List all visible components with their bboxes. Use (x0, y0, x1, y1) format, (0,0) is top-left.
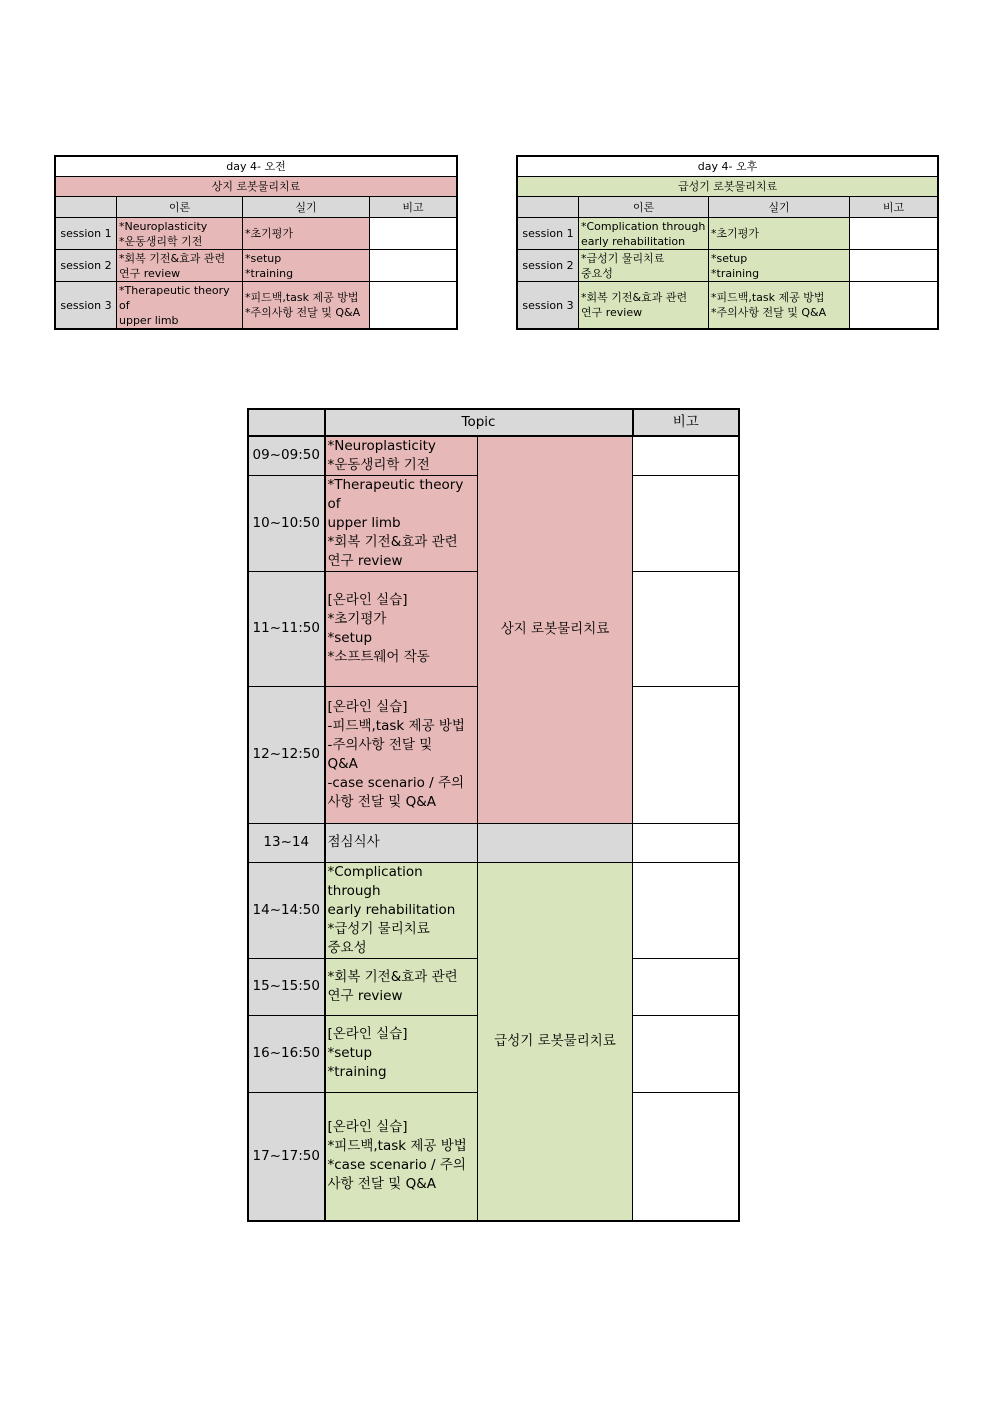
time-cell: 16~16:50 (249, 1015, 325, 1092)
note-cell (633, 436, 739, 476)
time-cell: 11~11:50 (249, 571, 325, 686)
session-label: session 1 (56, 218, 117, 250)
topic-cell: [온라인 실습] *초기평가 *setup *소프트웨어 작동 (325, 571, 478, 686)
session-label: session 2 (518, 250, 579, 282)
theory-cell: *Complication through early rehabilitation (579, 218, 709, 250)
header-theory: 이론 (579, 197, 709, 218)
time-cell: 10~10:50 (249, 475, 325, 571)
note-cell (633, 1015, 739, 1092)
header-theory: 이론 (117, 197, 243, 218)
topic-cell: *Therapeutic theory of upper limb *회복 기전&효과 관련 연구 review (325, 475, 478, 571)
note-cell (370, 250, 457, 282)
note-cell (370, 282, 457, 329)
header-note: 비고 (850, 197, 938, 218)
header-note: 비고 (370, 197, 457, 218)
session-label: session 3 (56, 282, 117, 329)
topic-cell: [온라인 실습] *피드백,task 제공 방법 *case scenario / 주의 사항 전달 및 Q&A (325, 1092, 478, 1220)
topic-cell: [온라인 실습] -피드백,task 제공 방법 -주의사항 전달 및 Q&A -case scenario / 주의 사항 전달 및 Q&A (325, 686, 478, 823)
corner-cell (56, 197, 117, 218)
lunch-cell: 점심식사 (325, 823, 478, 862)
theory-cell: *급성기 물리치료 중요성 (579, 250, 709, 282)
session-label: session 1 (518, 218, 579, 250)
afternoon-title: day 4- 오후 (518, 157, 938, 177)
theory-cell: *Neuroplasticity *운동생리학 기전 (117, 218, 243, 250)
afternoon-subject: 급성기 로봇물리치료 (518, 177, 938, 197)
note-cell (633, 475, 739, 571)
time-cell: 13~14 (249, 823, 325, 862)
session-label: session 2 (56, 250, 117, 282)
practice-cell: *setup *training (709, 250, 850, 282)
header-practice: 실기 (243, 197, 370, 218)
morning-title: day 4- 오전 (56, 157, 457, 177)
afternoon-table (517, 156, 938, 329)
time-cell: 09~09:50 (249, 436, 325, 476)
header-practice: 실기 (709, 197, 850, 218)
header-topic: Topic (325, 410, 633, 436)
corner-cell (518, 197, 579, 218)
theory-cell: *회복 기전&효과 관련 연구 review (117, 250, 243, 282)
note-cell (633, 1092, 739, 1220)
lunch-blank-cell (478, 823, 633, 862)
topic-cell: *회복 기전&효과 관련 연구 review (325, 958, 478, 1015)
theory-cell: *회복 기전&효과 관련 연구 review (579, 282, 709, 329)
schedule-table (248, 409, 739, 1221)
note-cell (633, 958, 739, 1015)
note-cell (633, 823, 739, 862)
theory-cell: *Therapeutic theory of upper limb (117, 282, 243, 329)
morning-subject: 상지 로봇물리치료 (56, 177, 457, 197)
note-cell (370, 218, 457, 250)
note-cell (850, 282, 938, 329)
session-label: session 3 (518, 282, 579, 329)
note-cell (633, 571, 739, 686)
practice-cell: *초기평가 (709, 218, 850, 250)
header-note: 비고 (633, 410, 739, 436)
corner-cell (249, 410, 325, 436)
topic-cell: *Neuroplasticity *운동생리학 기전 (325, 436, 478, 476)
note-cell (633, 686, 739, 823)
time-cell: 17~17:50 (249, 1092, 325, 1220)
time-cell: 15~15:50 (249, 958, 325, 1015)
note-cell (850, 250, 938, 282)
morning-table (55, 156, 457, 329)
topic-cell: *Complication through early rehabilitation *급성기 물리치료 중요성 (325, 862, 478, 958)
practice-cell: *피드백,task 제공 방법 *주의사항 전달 및 Q&A (243, 282, 370, 329)
time-cell: 14~14:50 (249, 862, 325, 958)
practice-cell: *피드백,task 제공 방법 *주의사항 전달 및 Q&A (709, 282, 850, 329)
morning-subject-cell: 상지 로봇물리치료 (478, 436, 633, 824)
topic-cell: [온라인 실습] *setup *training (325, 1015, 478, 1092)
time-cell: 12~12:50 (249, 686, 325, 823)
practice-cell: *초기평가 (243, 218, 370, 250)
note-cell (850, 218, 938, 250)
practice-cell: *setup *training (243, 250, 370, 282)
note-cell (633, 862, 739, 958)
afternoon-subject-cell: 급성기 로봇물리치료 (478, 862, 633, 1220)
